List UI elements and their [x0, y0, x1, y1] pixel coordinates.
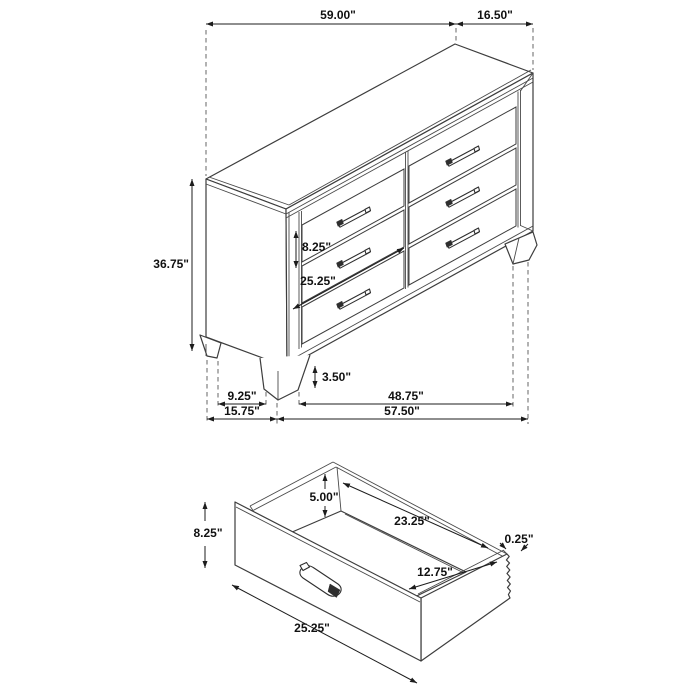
- drawer-interior-width-label: 23.25": [394, 514, 430, 528]
- dresser-footprint-depth-label: 15.75": [224, 404, 260, 418]
- dresser-body: [200, 44, 537, 400]
- drawer-drawing: [193, 462, 533, 683]
- dresser-depth-label: 16.50": [477, 8, 513, 22]
- dresser-front-leg-spacing-label: 48.75": [388, 389, 424, 403]
- drawer-interior-height-label: 5.00": [309, 490, 339, 504]
- dim-drawer-side-thickness: [500, 532, 534, 551]
- dresser-width-label: 59.00": [320, 8, 356, 22]
- dresser-side-leg-spacing-label: 9.25": [227, 389, 257, 403]
- dresser-drawing: [153, 8, 537, 424]
- drawer-box: [235, 462, 511, 661]
- dim-drawer-front-height: [193, 502, 222, 568]
- dresser-drawer-height-label: 8.25": [302, 240, 332, 254]
- drawer-side-thickness-label: 0.25": [504, 532, 534, 546]
- drawer-front-width-label: 25.25": [294, 621, 330, 635]
- dresser-drawer-width-label: 25.25": [300, 274, 336, 288]
- drawer-interior-depth-label: 12.75": [417, 565, 453, 579]
- dresser-leg-front-center: [260, 355, 310, 400]
- dim-dresser-depth: [456, 8, 533, 24]
- dim-dresser-side-leg-spacing: [218, 389, 266, 404]
- dim-dresser-width: [206, 8, 456, 24]
- dim-dresser-foot-height: [315, 366, 351, 388]
- dim-dresser-height: [153, 179, 192, 351]
- dresser-height-label: 36.75": [153, 257, 189, 271]
- dresser-left-side-face: [206, 179, 287, 367]
- dresser-foot-height-label: 3.50": [322, 370, 352, 384]
- dim-dresser-front-leg-spacing: [299, 389, 513, 404]
- dresser-footprint-width-label: 57.50": [384, 404, 420, 418]
- drawer-front-height-label: 8.25": [193, 526, 223, 540]
- dim-dresser-footprint-depth: [207, 404, 277, 419]
- dim-drawer-interior-height: [309, 474, 338, 517]
- dim-dresser-footprint-width: [277, 404, 528, 419]
